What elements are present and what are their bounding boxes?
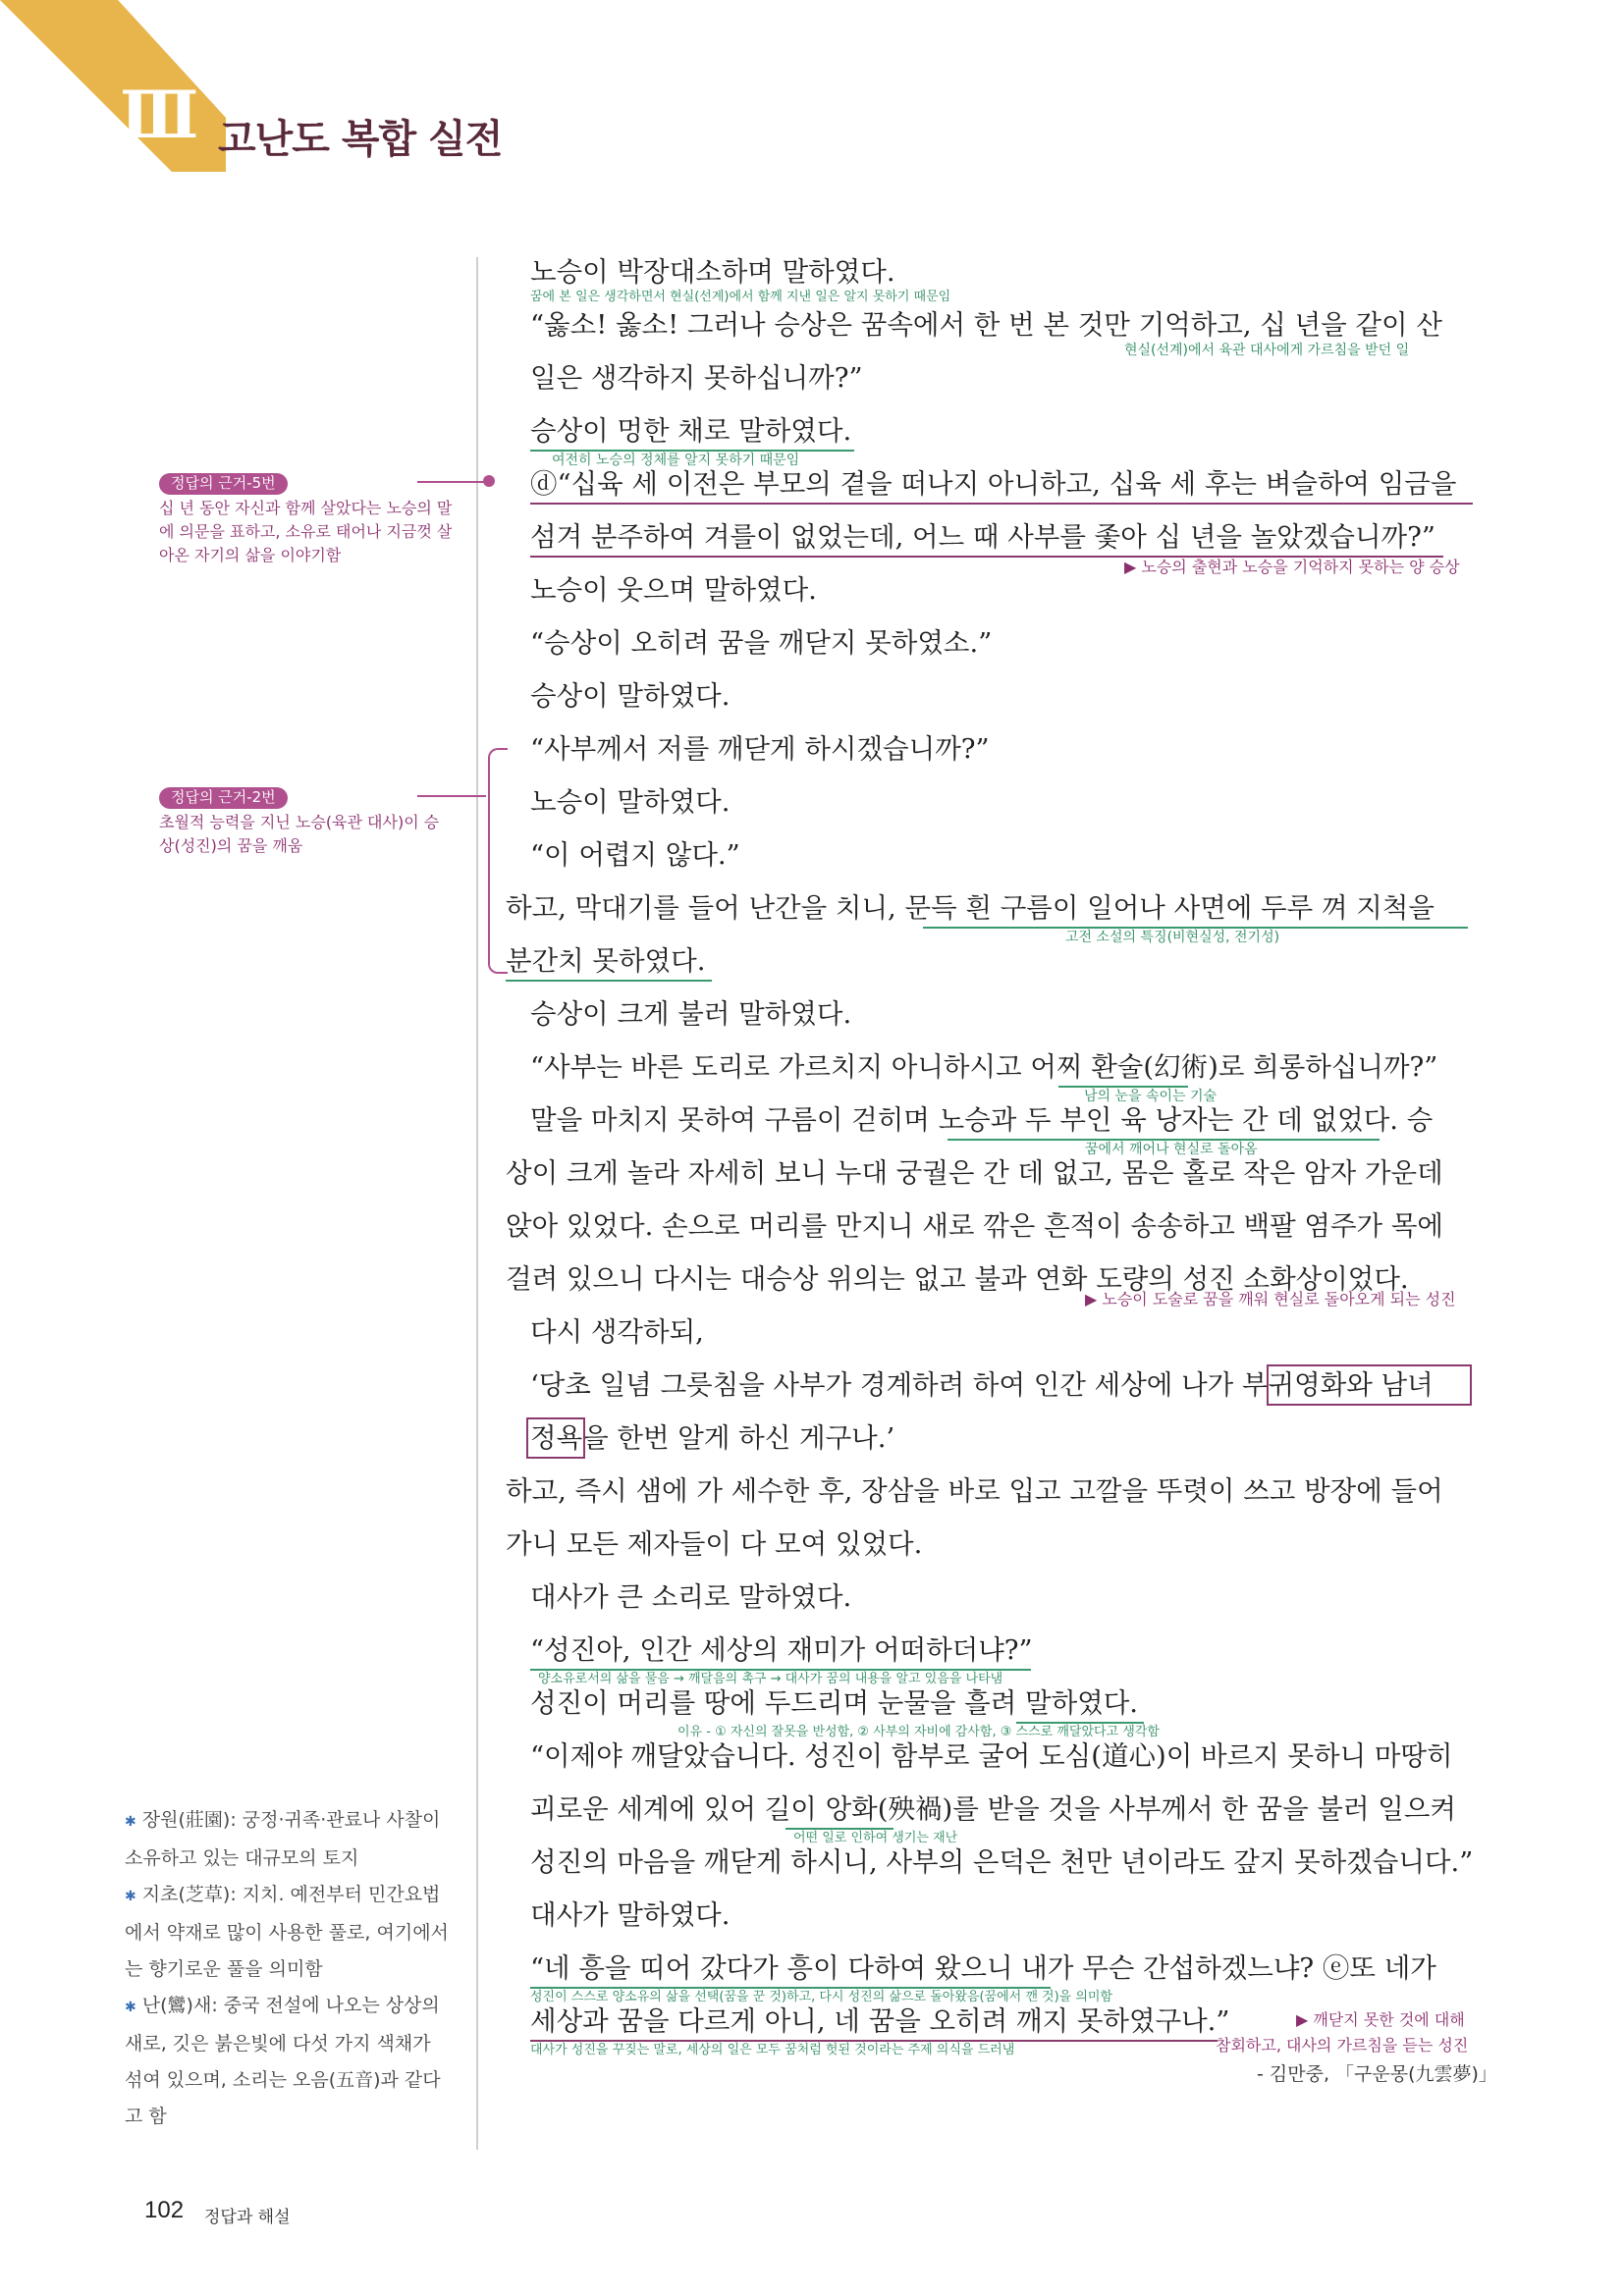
text-line: “승상이 오히려 꿈을 깨닫지 못하였소.” xyxy=(530,627,993,659)
text-line: 승상이 말하였다. xyxy=(530,680,731,712)
text-line: ⓓ“십육 세 이전은 부모의 곁을 떠나지 아니하고, 십육 세 후는 벼슬하여 임금을 xyxy=(530,468,1457,500)
text-line: 가니 모든 제자들이 다 모여 있었다. xyxy=(506,1528,923,1560)
text-line: 앉아 있었다. 손으로 머리를 만지니 새로 깎은 흔적이 송송하고 백팔 염주가 목에 xyxy=(506,1210,1443,1242)
text-line: “옳소! 옳소! 그러나 승상은 꿈속에서 한 번 본 것만 기억하고, 십 년을 같이 산 xyxy=(530,309,1442,341)
underline xyxy=(1016,1722,1144,1724)
text-line: 승상이 멍한 채로 말하였다. xyxy=(530,415,852,447)
passage-bracket xyxy=(488,748,508,974)
text-line: 대사가 말하였다. xyxy=(530,1899,731,1931)
underline xyxy=(923,927,1468,929)
annotation-note: 여전히 노승의 정체를 알지 못하기 때문임 xyxy=(552,453,800,468)
star-icon: ✱ xyxy=(125,2000,136,2015)
section-summary: ▶ 깨닫지 못한 것에 대해 xyxy=(1296,2010,1465,2029)
text-line: 말을 마치지 못하여 구름이 걷히며 노승과 두 부인 육 낭자는 간 데 없었다. 승 xyxy=(530,1104,1434,1136)
annotation-note: 현실(선계)에서 육관 대사에게 가르침을 받던 일 xyxy=(1124,343,1410,358)
annotation-note: 이유 - ① 자신의 잘못을 반성함, ② 사부의 자비에 감사함, ③ 스스로 깨달았다고 생각함 xyxy=(677,1725,1160,1739)
text-line: “성진아, 인간 세상의 재미가 어떠하더냐?” xyxy=(530,1634,1033,1666)
answer-basis-pill-2: 정답의 근거-2번 xyxy=(159,787,288,809)
text-line: 세상과 꿈을 다르게 아니, 네 꿈을 오히려 깨지 못하였구나.” xyxy=(530,2005,1230,2037)
page-label: 정답과 해설 xyxy=(204,2208,291,2227)
annotation-note: 고전 소설의 특징(비현실성, 전기성) xyxy=(1065,930,1280,945)
text-line: 다시 생각하되, xyxy=(530,1316,704,1348)
underline xyxy=(530,1669,1031,1671)
page-number: 102 xyxy=(144,2197,185,2223)
text-line: ‘당초 일념 그릇침을 사부가 경계하려 하여 인간 세상에 나가 부귀영화와 남녀 xyxy=(530,1369,1434,1401)
section-summary: ▶ 노승이 도술로 꿈을 깨워 현실로 돌아오게 되는 성진 xyxy=(1085,1290,1456,1308)
text-line: 노승이 박장대소하며 말하였다. xyxy=(530,256,895,288)
text-line: “이 어렵지 않다.” xyxy=(530,839,740,871)
underline xyxy=(530,2040,1218,2042)
answer-basis-note-5: 십 년 동안 자신과 함께 살았다는 노승의 말에 의문을 표하고, 소유로 태어나 지금껏 살아온 자기의 삶을 이야기함 xyxy=(159,499,453,564)
text-line: 노승이 말하였다. xyxy=(530,786,731,818)
text-line: 걸려 있으니 다시는 대승상 위의는 없고 불과 연화 도량의 성진 소화상이었다. xyxy=(506,1263,1409,1295)
annotation-note: 꿈에서 깨어나 현실로 돌아옴 xyxy=(1085,1142,1258,1157)
connector-line xyxy=(417,795,486,797)
text-line: 상이 크게 놀라 자세히 보니 누대 궁궐은 간 데 없고, 몸은 홀로 작은 암자 가운데 xyxy=(506,1157,1443,1189)
underline xyxy=(530,503,1473,505)
underline xyxy=(785,1828,893,1830)
underline xyxy=(530,1987,1051,1989)
footnote-list xyxy=(125,1802,449,2135)
highlight-box xyxy=(526,1417,585,1459)
footnote-item: ✱ 난(鸞)새: 중국 전설에 나오는 상상의 새로, 깃은 붉은빛에 다섯 가지 색채가 섞여 있으며, 소리는 오음(五音)과 같다고 함 xyxy=(125,1995,441,2127)
annotation-note: 성진이 스스로 양소유의 삶을 선택(꿈을 꾼 것)하고, 다시 성진의 삶으로 돌아왔음(꿈에서 깬 것)을 의미함 xyxy=(530,1990,1113,2004)
underline xyxy=(506,980,712,982)
text-line: 승상이 크게 불러 말하였다. xyxy=(530,998,852,1030)
annotation-note: 대사가 성진을 꾸짖는 말로, 세상의 일은 모두 꿈처럼 헛된 것이라는 주제 의식을 드러냄 xyxy=(530,2043,1015,2057)
text-line: 섬겨 분주하여 겨를이 없었는데, 어느 때 사부를 좇아 십 년을 놀았겠습니까?” xyxy=(530,521,1435,553)
annotation-note: 어떤 일로 인하여 생기는 재난 xyxy=(793,1831,958,1845)
highlight-box xyxy=(1267,1364,1472,1406)
text-line: 괴로운 세계에 있어 길이 앙화(殃禍)를 받을 것을 사부께서 한 꿈을 불러 일으켜 xyxy=(530,1793,1456,1825)
text-line: 노승이 웃으며 말하였다. xyxy=(530,574,817,606)
text-line: 성진이 머리를 땅에 두드리며 눈물을 흘려 말하였다. xyxy=(530,1687,1139,1719)
margin-divider xyxy=(476,257,478,2150)
answer-basis-pill-5: 정답의 근거-5번 xyxy=(159,473,288,495)
text-line: “사부는 바른 도리로 가르치지 아니하시고 어찌 환술(幻術)로 희롱하십니까?” xyxy=(530,1051,1438,1083)
footnote-item: ✱ 지초(芝草): 지치. 예전부터 민간요법에서 약재로 많이 사용한 풀로, 여기에서는 향기로운 풀을 의미함 xyxy=(125,1884,449,1980)
text-line: 분간치 못하였다. xyxy=(506,945,706,977)
underline xyxy=(947,1139,1380,1141)
text-line: 하고, 막대기를 들어 난간을 치니, 문득 흰 구름이 일어나 사면에 두루 껴 지척을 xyxy=(506,892,1435,924)
text-line: 성진의 마음을 깨닫게 하시니, 사부의 은덕은 천만 년이라도 갚지 못하겠습니다.” xyxy=(530,1846,1474,1878)
answer-basis-note-2: 초월적 능력을 지닌 노승(육관 대사)이 승상(성진)의 꿈을 깨움 xyxy=(159,813,440,855)
section-summary: 참회하고, 대사의 가르침을 듣는 성진 xyxy=(1216,2036,1469,2055)
underline xyxy=(530,450,854,452)
star-icon: ✱ xyxy=(125,1889,136,1904)
annotation-note: 꿈에 본 일은 생각하면서 현실(선계)에서 함께 지낸 일은 알지 못하기 때문임 xyxy=(530,290,951,304)
source-citation: - 김만중, 「구운몽(九雲夢)」 xyxy=(1257,2063,1497,2085)
text-line: 정욕을 한번 알게 하신 게구나.’ xyxy=(530,1422,895,1454)
text-line: “네 흥을 띠어 갔다가 흥이 다하여 왔으니 내가 무슨 간섭하겠느냐? ⓔ또 네가 xyxy=(530,1952,1436,1984)
footnote-item: ✱ 장원(莊園): 궁정·귀족·관료나 사찰이 소유하고 있는 대규모의 토지 xyxy=(125,1809,441,1869)
underline xyxy=(1058,1086,1188,1088)
text-line: “이제야 깨달았습니다. 성진이 함부로 굴어 도심(道心)이 바르지 못하니 마땅히 xyxy=(530,1740,1453,1772)
annotation-note: 양소유로서의 삶을 물음 → 깨달음의 촉구 → 대사가 꿈의 내용을 알고 있음을 나타냄 xyxy=(538,1672,1003,1686)
star-icon: ✱ xyxy=(125,1814,136,1830)
chapter-title: 고난도 복합 실전 xyxy=(218,117,503,162)
text-line: “사부께서 저를 깨닫게 하시겠습니까?” xyxy=(530,733,990,765)
text-line: 일은 생각하지 못하십니까?” xyxy=(530,362,863,394)
connector-line xyxy=(417,481,486,483)
connector-dot xyxy=(483,475,495,487)
text-line: 대사가 큰 소리로 말하였다. xyxy=(530,1581,852,1613)
annotation-note: 남의 눈을 속이는 기술 xyxy=(1084,1089,1218,1104)
text-line: 하고, 즉시 샘에 가 세수한 후, 장삼을 바로 입고 고깔을 뚜렷이 쓰고 방장에 들어 xyxy=(506,1475,1443,1507)
chapter-number: Ⅲ xyxy=(120,77,195,153)
section-summary: ▶ 노승의 출현과 노승을 기억하지 못하는 양 승상 xyxy=(1124,558,1460,576)
